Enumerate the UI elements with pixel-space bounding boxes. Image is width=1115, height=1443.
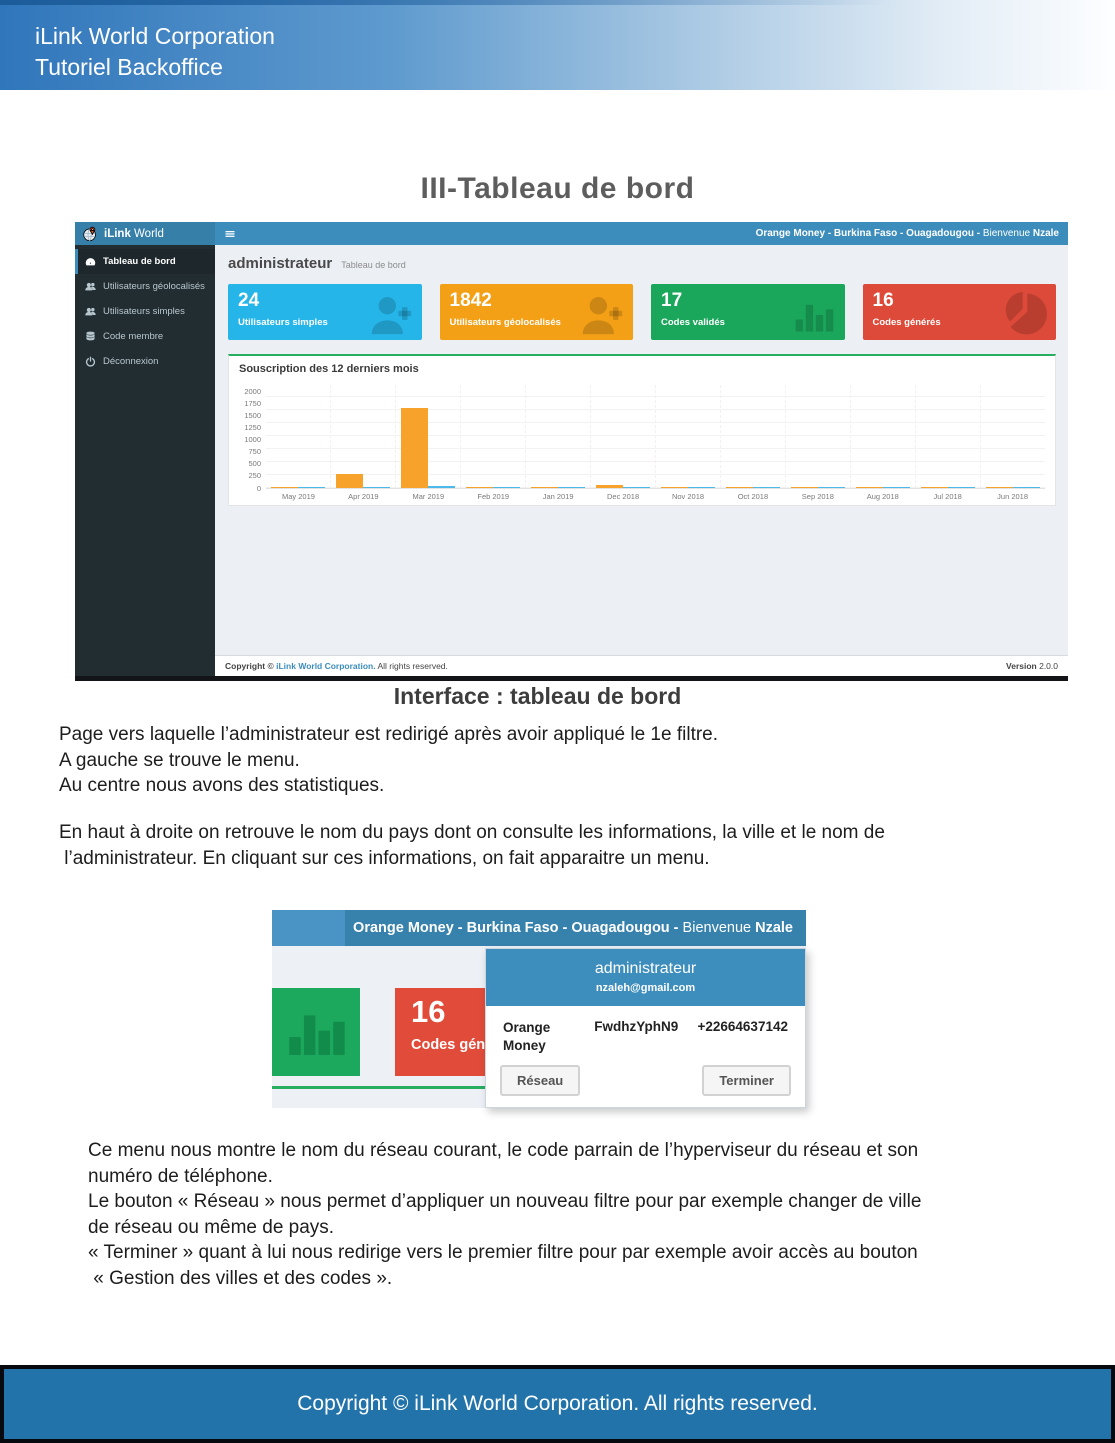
menu-navbar (272, 910, 806, 946)
green-stat-card-partial (272, 988, 360, 1076)
sidebar-item-utilisateurs-geolocalises[interactable] (75, 274, 215, 299)
sidebar-item-code-membre[interactable] (75, 324, 215, 349)
text-line: l’administrateur. En cliquant sur ces informations, on fait apparaitre un menu. (59, 847, 710, 869)
brand-text: iLink World (104, 227, 164, 240)
stat-label: Codes gén (411, 1037, 486, 1053)
y-axis-tick: 1750 (244, 399, 261, 409)
stat-cards-row (228, 284, 1056, 340)
chart-x-axis (266, 492, 1045, 501)
bar-blue-bars (883, 487, 910, 489)
phone-number: +22664637142 (697, 1019, 788, 1034)
bar-orange-bars (271, 487, 298, 489)
bar-orange-bars (921, 487, 948, 489)
figure-caption: Interface : tableau de bord (393, 683, 682, 709)
y-axis-tick: 500 (248, 459, 261, 469)
brand-logo[interactable] (75, 222, 215, 245)
bar-blue-bars (363, 487, 390, 489)
bar-blue-bars (428, 486, 455, 488)
text-line: Page vers laquelle l’administrateur est redirigé après avoir appliqué le 1e filtre. (59, 724, 719, 745)
bar-orange-bars (401, 408, 428, 488)
stat-value: 24 (238, 290, 260, 311)
bar-blue-bars (688, 487, 715, 489)
dashboard-content (215, 245, 1068, 676)
sidebar-item-label: Code membre (103, 331, 164, 342)
hamburger-icon[interactable] (224, 228, 236, 240)
users-icon (85, 281, 96, 292)
x-axis-label: May 2019 (281, 492, 315, 501)
screenshot-bottom-edge (75, 676, 1068, 681)
database-icon (85, 331, 96, 342)
x-axis-label: Feb 2019 (477, 492, 510, 501)
bar-blue-bars (298, 487, 325, 489)
bar-blue-bars (1013, 487, 1040, 489)
bar-blue-bars (623, 487, 650, 489)
text-line: Le bouton « Réseau » nous permet d’appliquer un nouveau filtre pour par exemple changer de ville (88, 1191, 922, 1212)
page-footer: Copyright © iLink World Corporation. All rights reserved. (0, 1365, 1115, 1443)
chart-title: Souscription des 12 derniers mois (239, 363, 419, 375)
x-axis-label: Mar 2019 (412, 492, 445, 501)
breadcrumb: Tableau de bord (341, 260, 406, 270)
chart-month-column (395, 385, 460, 488)
dashboard-navbar (75, 222, 1068, 245)
navbar-user-area[interactable]: Orange Money - Burkina Faso - Ouagadougou - Bienvenue Nzale (353, 920, 793, 936)
x-axis-label: Jan 2019 (542, 492, 574, 501)
user-plus-icon (580, 292, 624, 336)
x-axis-label: Apr 2019 (348, 492, 379, 501)
bar-blue-bars (818, 487, 845, 489)
sidebar-item-tableau-de-bord[interactable] (75, 249, 215, 274)
body-paragraph-2 (59, 820, 885, 871)
x-axis-label: Aug 2018 (866, 492, 899, 501)
y-axis-tick: 2000 (244, 387, 261, 396)
text-line: Ce menu nous montre le nom du réseau courant, le code parrain de l’hyperviseur du réseau et son (88, 1140, 919, 1161)
sponsor-code: FwdhzYphN9 (594, 1019, 679, 1034)
x-axis-label: Oct 2018 (737, 492, 769, 501)
x-axis-label: Sep 2018 (801, 492, 834, 501)
globe-pin-icon (82, 226, 98, 242)
chart-month-column (590, 385, 655, 488)
pie-chart-icon (1003, 292, 1047, 336)
sidebar-item-label: Utilisateurs géolocalisés (103, 281, 205, 292)
section-title: III-Tableau de bord (420, 172, 695, 205)
chart-month-column (330, 385, 395, 488)
y-axis-tick: 250 (248, 471, 261, 481)
x-axis-label: Nov 2018 (671, 492, 705, 501)
y-axis-tick: 1500 (244, 411, 261, 421)
stat-label: Utilisateurs simples (238, 316, 328, 328)
y-axis-tick: 750 (248, 447, 261, 457)
bar-orange-bars (726, 487, 753, 489)
content-header (228, 255, 1056, 272)
text-line: « Terminer » quant à lui nous redirige vers le premier filtre pour par exemple avoir accès au bouton (88, 1242, 918, 1263)
dropdown-body (486, 1006, 805, 1055)
dashboard-copyright: Copyright © iLink World Corporation. All rights reserved. (225, 661, 448, 671)
dashboard-screenshot (75, 222, 1068, 681)
text-line: numéro de téléphone. (88, 1165, 273, 1187)
power-icon (85, 356, 96, 367)
stat-card-codes-generes (863, 284, 1057, 340)
chart-month-column (720, 385, 785, 488)
sidebar-menu (75, 245, 215, 676)
bar-orange-bars (856, 487, 883, 489)
body-paragraph-1 (59, 722, 718, 799)
subscription-chart-panel (228, 354, 1056, 506)
bar-chart-icon (285, 1004, 347, 1060)
chart-month-column (460, 385, 525, 488)
bar-blue-bars (558, 487, 585, 489)
subscription-chart (239, 385, 1045, 501)
x-axis-label: Jul 2018 (933, 492, 962, 501)
users-icon (85, 306, 96, 317)
stat-card-utilisateurs-simples (228, 284, 422, 340)
stat-card-utilisateurs-geolocalises (440, 284, 634, 340)
bar-orange-bars (466, 487, 493, 489)
stat-value: 17 (661, 290, 683, 311)
bar-orange-bars (986, 487, 1013, 489)
chart-month-column (915, 385, 980, 488)
dropdown-header (486, 949, 805, 1006)
body-paragraph-3 (88, 1138, 921, 1291)
bar-orange-bars (661, 487, 688, 489)
version-label: Version 2.0.0 (1006, 661, 1058, 671)
dropdown-footer (486, 1065, 805, 1096)
text-line: Au centre nous avons des statistiques. (59, 775, 385, 796)
stat-label: Utilisateurs géolocalisés (449, 316, 561, 328)
chart-month-column (980, 385, 1045, 488)
chart-month-column (266, 385, 330, 488)
page-title: administrateur (228, 255, 333, 272)
y-axis-tick: 1250 (244, 423, 261, 433)
sidebar-item-label: Déconnexion (103, 356, 159, 367)
dashboard-footer (215, 655, 1068, 676)
chart-plot (266, 385, 1045, 489)
user-email: nzaleh@gmail.com (595, 982, 696, 994)
chart-month-column (525, 385, 590, 488)
stat-value: 16 (411, 994, 446, 1029)
terminer-button[interactable]: Terminer (702, 1065, 791, 1096)
document-subtitle: Tutoriel Backoffice (35, 54, 223, 80)
user-plus-icon (369, 292, 413, 336)
text-line: A gauche se trouve le menu. (59, 749, 300, 771)
navbar-user-area[interactable]: Orange Money - Burkina Faso - Ouagadougou - Bienvenue Nzale (755, 228, 1059, 239)
bar-chart-icon (792, 292, 836, 336)
user-name: administrateur (594, 960, 697, 977)
bar-orange-bars (791, 487, 818, 489)
y-axis-tick: 0 (256, 483, 261, 493)
user-menu-screenshot (272, 910, 806, 1108)
user-dropdown (485, 948, 806, 1108)
x-axis-label: Jun 2018 (997, 492, 1029, 501)
network-name: Orange Money (503, 1020, 551, 1054)
bar-orange-bars (336, 474, 363, 488)
stat-card-codes-valides (651, 284, 845, 340)
reseau-button[interactable]: Réseau (500, 1065, 580, 1096)
text-line: « Gestion des villes et des codes ». (88, 1267, 393, 1289)
chart-month-column (850, 385, 915, 488)
text-line: de réseau ou même de pays. (88, 1216, 335, 1238)
bar-orange-bars (596, 485, 623, 488)
text-line: En haut à droite on retrouve le nom du pays dont on consulte les informations, la ville et le nom de (59, 822, 885, 843)
bar-blue-bars (948, 487, 975, 489)
company-name: iLink World Corporation (35, 23, 275, 49)
stat-value: 1842 (449, 290, 492, 311)
chart-month-column (655, 385, 720, 488)
chart-month-column (785, 385, 850, 488)
y-axis-tick: 1000 (244, 435, 261, 445)
chart-y-axis (239, 385, 266, 493)
document-header-banner (0, 0, 1115, 90)
panel-top-border (272, 1086, 494, 1089)
sidebar-item-utilisateurs-simples[interactable] (75, 299, 215, 324)
stat-label: Codes générés (872, 316, 941, 328)
bar-orange-bars (531, 487, 558, 489)
sidebar-item-label: Tableau de bord (103, 256, 176, 267)
x-axis-label: Dec 2018 (607, 492, 640, 501)
stat-label: Codes validés (661, 316, 725, 328)
bar-blue-bars (493, 487, 520, 489)
stat-value: 16 (872, 290, 894, 311)
sidebar-item-deconnexion[interactable] (75, 349, 215, 374)
bar-blue-bars (753, 487, 780, 489)
dashboard-icon (85, 256, 96, 267)
corporation-link[interactable]: iLink World Corporation. (276, 661, 376, 671)
sidebar-item-label: Utilisateurs simples (103, 306, 185, 317)
